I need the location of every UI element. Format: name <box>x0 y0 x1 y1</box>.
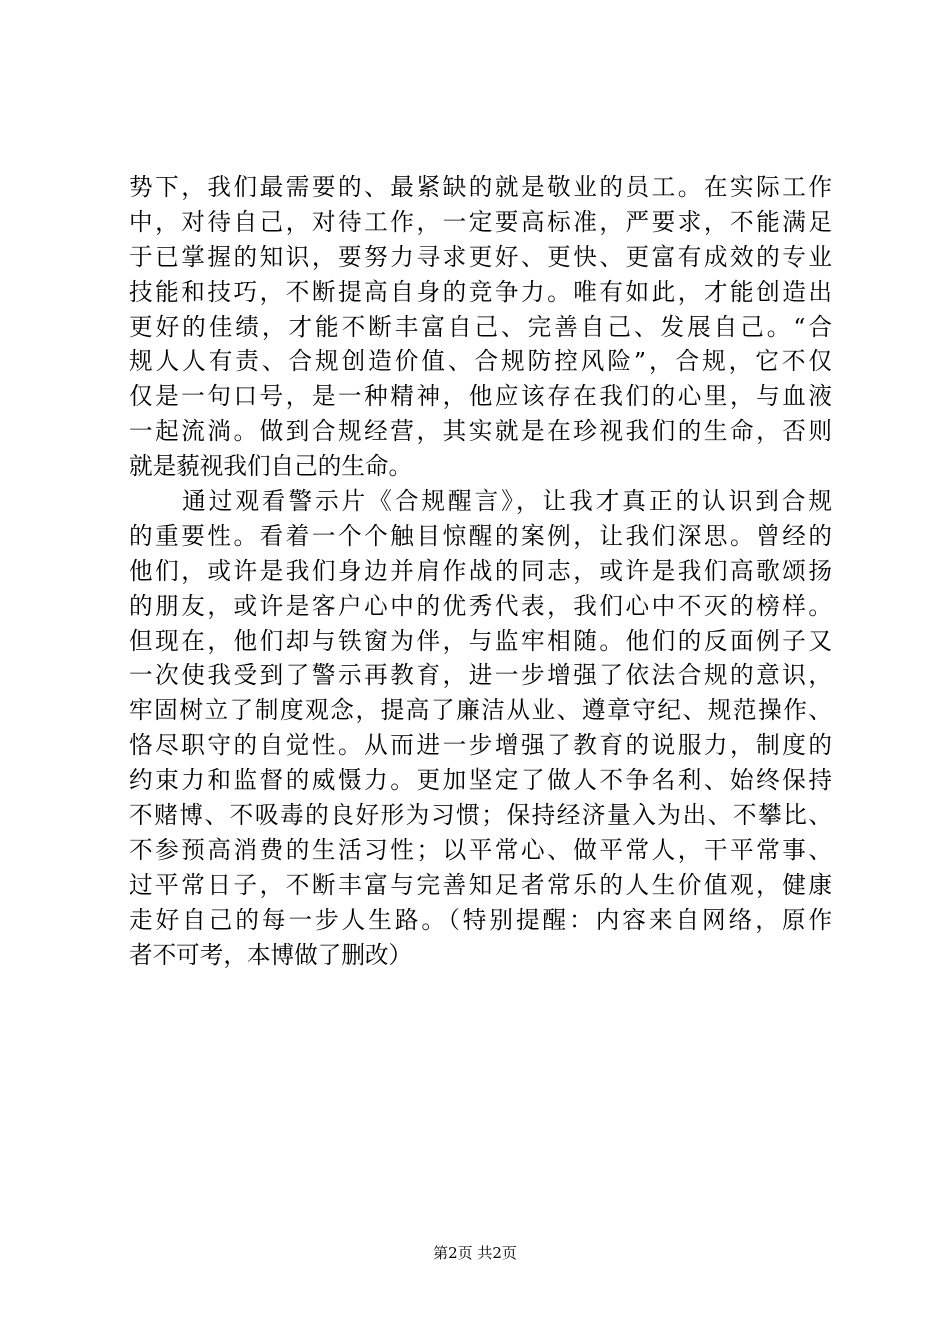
body-text <box>129 170 832 972</box>
text-line: 于已掌握的知识，要努力寻求更好、更快、更富有成效的专业 <box>129 242 832 271</box>
text-line: 者不可考，本博做了删改） <box>129 940 413 969</box>
text-line: 走好自己的每一步人生路。（特别提醒：内容来自网络，原作 <box>129 905 832 934</box>
text-line: 过平常日子，不断丰富与完善知足者常乐的人生价值观，健康 <box>129 870 832 899</box>
text-line: 一次使我受到了警示再教育，进一步增强了依法合规的意识， <box>129 661 832 690</box>
text-line: 牢固树立了制度观念，提高了廉洁从业、遵章守纪、规范操作、 <box>129 696 832 725</box>
text-line: 他们，或许是我们身边并肩作战的同志，或许是我们高歌颂扬 <box>129 556 832 585</box>
text-line: 不参预高消费的生活习性；以平常心、做平常人，干平常事、 <box>129 835 832 864</box>
text-line: 更好的佳绩，才能不断丰富自己、完善自己、发展自己。“合 <box>129 312 832 341</box>
text-line: 恪尽职守的自觉性。从而进一步增强了教育的说服力，制度的 <box>129 731 832 760</box>
text-line: 就是藐视我们自己的生命。 <box>129 452 413 481</box>
text-line: 势下，我们最需要的、最紧缺的就是敬业的员工。在实际工作 <box>129 173 832 201</box>
text-line: 的重要性。看着一个个触目惊醒的案例，让我们深思。曾经的 <box>129 521 832 550</box>
text-line: 的朋友，或许是客户心中的优秀代表，我们心中不灭的榜样。 <box>129 591 832 620</box>
text-line: 一起流淌。做到合规经营，其实就是在珍视我们的生命，否则 <box>129 417 832 446</box>
text-line: 规人人有责、合规创造价值、合规防控风险”，合规，它不仅 <box>129 347 832 376</box>
text-line: 中，对待自己，对待工作，一定要高标准，严要求，不能满足 <box>129 207 832 236</box>
text-line: 约束力和监督的威慑力。更加坚定了做人不争名利、始终保持 <box>129 766 832 795</box>
text-line: 但现在，他们却与铁窗为伴，与监牢相随。他们的反面例子又 <box>129 626 832 655</box>
text-line: 通过观看警示片《合规醒言》，让我才真正的认识到合规 <box>129 487 832 516</box>
page-number-footer: 第2页 共2页 <box>433 1244 517 1262</box>
text-line: 不赌博、不吸毒的良好形为习惯；保持经济量入为出、不攀比、 <box>129 801 832 830</box>
text-line: 技能和技巧，不断提高自身的竞争力。唯有如此，才能创造出 <box>129 277 832 306</box>
text-line: 仅是一句口号，是一种精神，他应该存在我们的心里，与血液 <box>129 382 832 411</box>
